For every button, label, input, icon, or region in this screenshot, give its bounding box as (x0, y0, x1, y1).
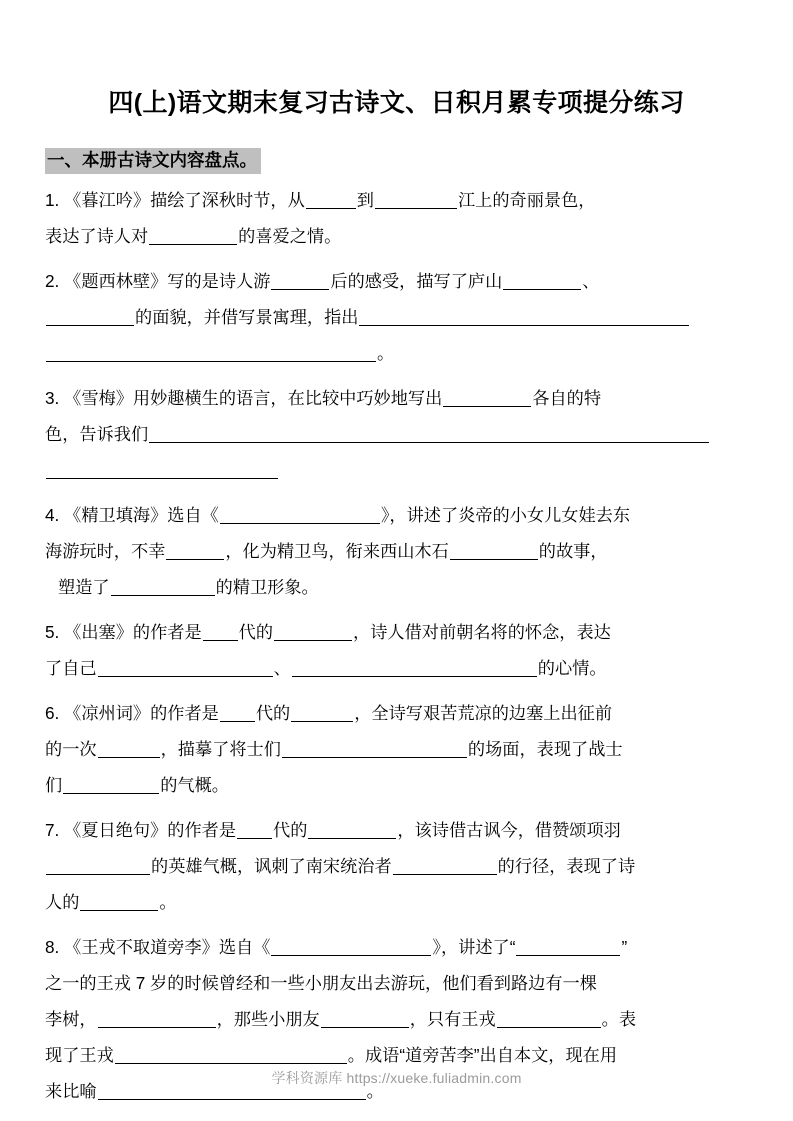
answer-blank[interactable] (63, 776, 159, 794)
question-text: 塑造了 (58, 577, 110, 597)
answer-blank[interactable] (46, 461, 278, 479)
answer-blank[interactable] (237, 821, 272, 839)
question-text: 们 (45, 775, 63, 795)
answer-blank[interactable] (98, 659, 273, 677)
question-text: 的气概。 (160, 775, 229, 795)
question-text: 各自的特 (532, 388, 602, 408)
question-text: 》，讲述了“ (432, 937, 516, 957)
answer-blank[interactable] (149, 425, 709, 443)
answer-blank[interactable] (516, 938, 620, 956)
answer-blank[interactable] (98, 1010, 216, 1028)
answer-blank[interactable] (308, 821, 396, 839)
question-text: 来比喻 (45, 1081, 97, 1101)
question-text: 的喜爱之情。 (238, 226, 342, 246)
answer-blank[interactable] (443, 389, 531, 407)
answer-blank[interactable] (271, 272, 329, 290)
answer-blank[interactable] (306, 191, 356, 209)
question-text: 的故事， (538, 541, 608, 561)
question-text: ” (621, 937, 628, 957)
answer-blank[interactable] (46, 857, 150, 875)
question-text: 的场面，表现了战士 (467, 739, 623, 759)
question-item (45, 812, 742, 920)
question-text: 》，讲述了炎帝的小女儿女娃去东 (380, 505, 631, 525)
question-text: 表达了诗人对 (45, 226, 149, 246)
answer-blank[interactable] (291, 704, 353, 722)
question-text: 的一次 (45, 739, 97, 759)
question-text: 的行径，表现了诗 (497, 856, 636, 876)
question-item (45, 497, 742, 605)
question-text: 人的 (45, 892, 80, 912)
answer-blank[interactable] (359, 308, 689, 326)
answer-blank[interactable] (375, 191, 457, 209)
answer-blank[interactable] (393, 857, 497, 875)
answer-blank[interactable] (321, 1010, 409, 1028)
question-number: 8. (45, 937, 60, 957)
question-number: 1. (45, 190, 60, 210)
answer-blank[interactable] (46, 308, 134, 326)
answer-blank[interactable] (98, 740, 160, 758)
question-text: 《王戎不取道旁李》选自《 (64, 937, 271, 957)
question-text: 后的感受，描写了庐山 (330, 271, 503, 291)
question-text: 到 (356, 190, 374, 210)
answer-blank[interactable] (274, 623, 352, 641)
question-text: ，该诗借古讽今，借赞颂项羽 (397, 820, 621, 840)
question-text: 《出塞》的作者是 (64, 622, 202, 642)
question-text: 、 (582, 271, 600, 291)
question-text: ，描摹了将士们 (160, 739, 281, 759)
question-number: 4. (45, 505, 60, 525)
question-text: ，全诗写艰苦荒凉的边塞上出征前 (354, 703, 613, 723)
question-text: 。 (377, 343, 395, 363)
question-item (45, 614, 742, 686)
question-text: 、 (273, 658, 291, 678)
question-text: 。成语“道旁苦李”出自本文，现在用 (347, 1045, 618, 1065)
question-text: 的面貌，并借写景寓理，指出 (135, 307, 359, 327)
question-text: 海游玩时，不幸 (45, 541, 166, 561)
question-number: 5. (45, 622, 60, 642)
question-item (45, 182, 742, 254)
question-number: 6. (45, 703, 60, 723)
question-text: 《凉州词》的作者是 (64, 703, 219, 723)
question-text: 代的 (273, 820, 308, 840)
answer-blank[interactable] (46, 344, 376, 362)
answer-blank[interactable] (450, 542, 538, 560)
question-item (45, 380, 742, 488)
question-text: 现了王戎 (45, 1045, 114, 1065)
question-text: 了自己 (45, 658, 97, 678)
question-text: ，只有王戎 (409, 1009, 496, 1029)
question-text: 《雪梅》用妙趣横生的语言，在比较中巧妙地写出 (64, 388, 443, 408)
question-list (45, 182, 742, 1118)
question-text: 代的 (255, 703, 291, 723)
answer-blank[interactable] (149, 227, 237, 245)
answer-blank[interactable] (111, 578, 215, 596)
answer-blank[interactable] (203, 623, 238, 641)
question-text: 色，告诉我们 (45, 424, 149, 444)
question-text: 的精卫形象。 (215, 577, 319, 597)
question-text: 的心情。 (537, 658, 607, 678)
answer-blank[interactable] (292, 659, 537, 677)
question-number: 3. (45, 388, 60, 408)
question-text: 江上的奇丽景色， (457, 190, 596, 210)
question-text: 《夏日绝句》的作者是 (64, 820, 237, 840)
question-text: 代的 (238, 622, 274, 642)
question-text: 《精卫填海》选自《 (64, 505, 219, 525)
answer-blank[interactable] (271, 938, 431, 956)
section-header: 一、本册古诗文内容盘点。 (45, 148, 261, 174)
question-text: 。表 (601, 1009, 637, 1029)
question-text: 《题西林壁》写的是诗人游 (64, 271, 271, 291)
question-number: 2. (45, 271, 60, 291)
question-text: 李树， (45, 1009, 97, 1029)
question-item (45, 263, 742, 371)
answer-blank[interactable] (220, 704, 255, 722)
question-text: ，化为精卫鸟，衔来西山木石 (225, 541, 449, 561)
question-text: ，诗人借对前朝名将的怀念，表达 (353, 622, 611, 642)
question-text: 之一的王戎 7 岁的时候曾经和一些小朋友出去游玩，他们看到路边有一棵 (45, 973, 597, 993)
footer-watermark: 学科资源库 https://xueke.fuliadmin.com (271, 1070, 522, 1086)
answer-blank[interactable] (115, 1046, 347, 1064)
answer-blank[interactable] (166, 542, 224, 560)
question-item (45, 695, 742, 803)
question-number: 7. (45, 820, 60, 840)
question-text: 的英雄气概，讽刺了南宋统治者 (151, 856, 392, 876)
answer-blank[interactable] (282, 740, 467, 758)
answer-blank[interactable] (503, 272, 581, 290)
page-title: 四(上)语文期末复习古诗文、日积月累专项提分练习 (108, 89, 685, 117)
answer-blank[interactable] (220, 506, 380, 524)
answer-blank[interactable] (497, 1010, 601, 1028)
question-text: 《暮江吟》描绘了深秋时节，从 (64, 190, 305, 210)
answer-blank[interactable] (80, 893, 158, 911)
question-text: ，那些小朋友 (216, 1009, 320, 1029)
question-text: 。 (159, 892, 177, 912)
question-text: 。 (366, 1081, 384, 1101)
